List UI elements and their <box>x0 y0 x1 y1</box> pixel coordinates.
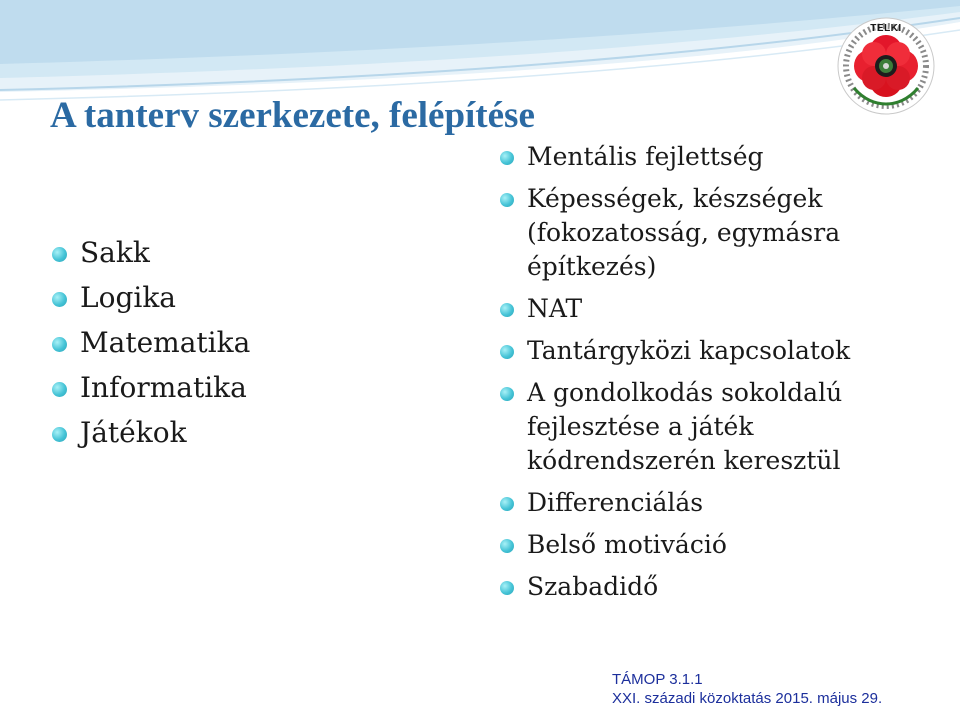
left-bullet-text: Informatika <box>80 371 247 404</box>
left-bullet-text: Sakk <box>80 236 150 269</box>
left-bullet-item <box>52 410 332 455</box>
right-bullet-item <box>500 486 940 520</box>
bullet-dot-icon <box>500 539 514 553</box>
left-bullet-item <box>52 230 332 275</box>
footer-program-code: TÁMOP 3.1.1 <box>612 671 703 688</box>
left-bullet-item <box>52 320 332 365</box>
bullet-dot-icon <box>500 497 514 511</box>
bullet-dot-icon <box>52 382 67 397</box>
logo-brand-text: TELKI <box>870 23 902 34</box>
bullet-dot-icon <box>500 345 514 359</box>
right-bullet-item <box>500 182 940 284</box>
bullet-dot-icon <box>500 193 514 207</box>
right-bullet-text: Belső motiváció <box>527 530 727 559</box>
left-bullet-item <box>52 275 332 320</box>
bullet-dot-icon <box>500 581 514 595</box>
left-bullet-list <box>52 230 332 455</box>
right-bullet-text: A gondolkodás sokoldalú fejlesztése a játék kódrendszerén keresztül <box>527 378 843 475</box>
left-bullet-text: Játékok <box>80 416 187 449</box>
slide-footer <box>612 670 942 708</box>
right-bullet-item <box>500 292 940 326</box>
right-bullet-text: Képességek, készségek (fokozatosság, egymásra építkezés) <box>527 184 841 281</box>
left-bullet-text: Matematika <box>80 326 251 359</box>
right-bullet-list <box>500 140 940 612</box>
right-bullet-text: Mentális fejlettség <box>527 142 764 171</box>
bullet-dot-icon <box>500 303 514 317</box>
right-bullet-item <box>500 376 940 478</box>
right-bullet-item <box>500 528 940 562</box>
right-bullet-text: NAT <box>527 294 583 323</box>
bullet-dot-icon <box>52 247 67 262</box>
right-bullet-item <box>500 334 940 368</box>
right-bullet-text: Szabadidő <box>527 572 659 601</box>
bullet-dot-icon <box>500 151 514 165</box>
bullet-dot-icon <box>500 387 514 401</box>
right-bullet-text: Differenciálás <box>527 488 704 517</box>
bullet-dot-icon <box>52 292 67 307</box>
footer-event-date: XXI. századi közoktatás 2015. május 29. <box>612 690 883 707</box>
left-bullet-item <box>52 365 332 410</box>
right-bullet-item <box>500 140 940 174</box>
right-bullet-item <box>500 570 940 604</box>
telki-logo <box>836 16 936 116</box>
left-bullet-text: Logika <box>80 281 176 314</box>
right-bullet-text: Tantárgyközi kapcsolatok <box>527 336 851 365</box>
bullet-dot-icon <box>52 427 67 442</box>
slide-title: A tanterv szerkezete, felépítése <box>50 95 535 136</box>
bullet-dot-icon <box>52 337 67 352</box>
